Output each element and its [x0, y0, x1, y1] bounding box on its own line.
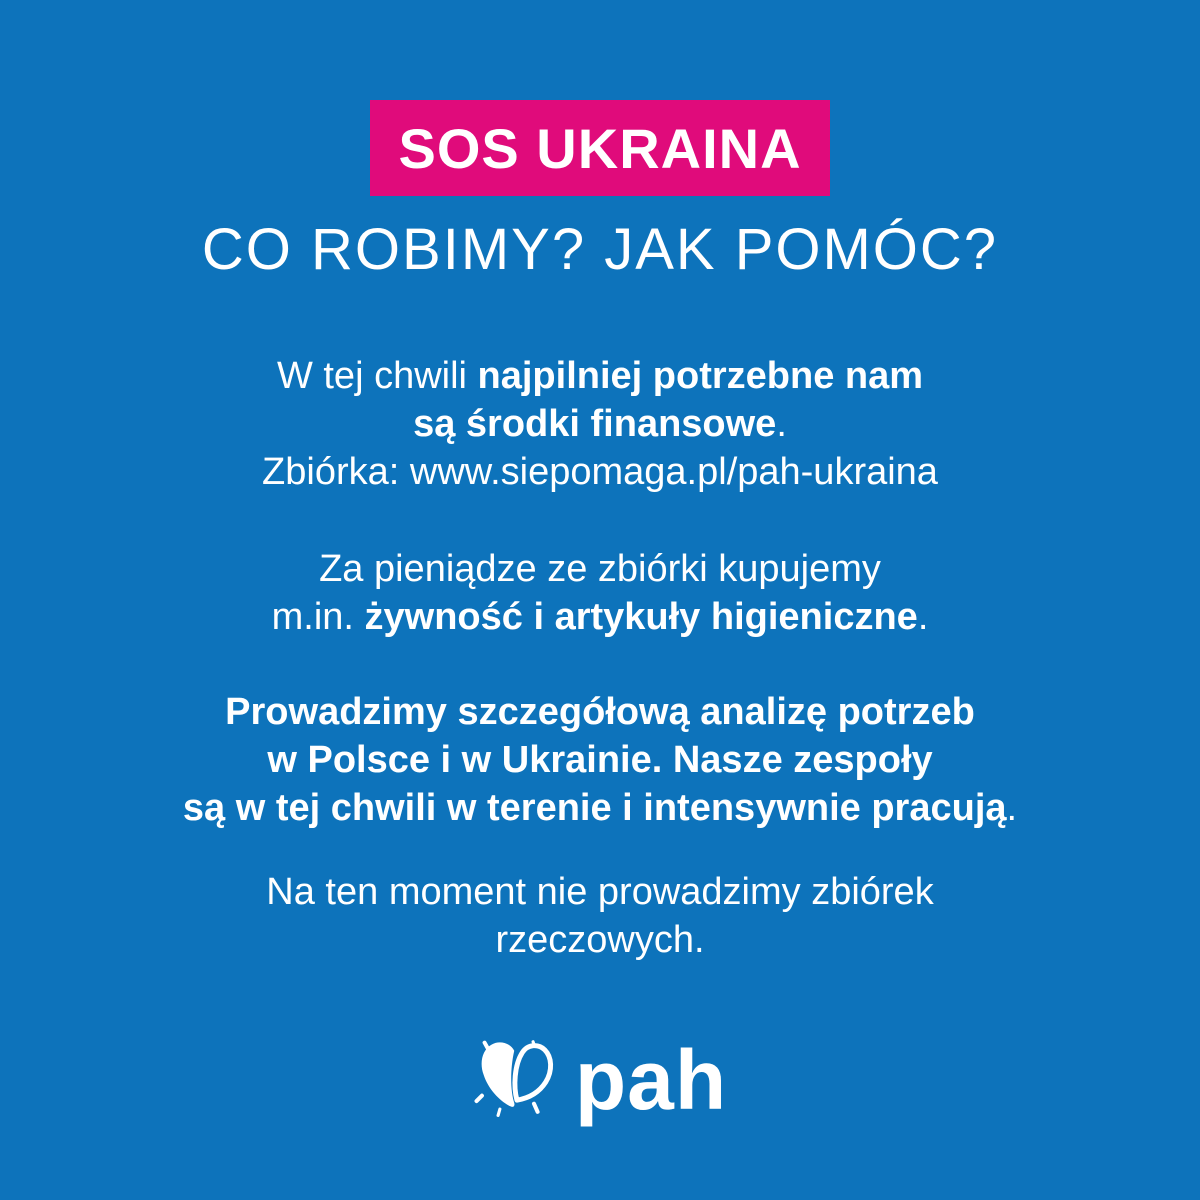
paragraph-line — [0, 868, 1200, 916]
page-title: CO ROBIMY? JAK POMÓC? — [201, 217, 999, 282]
paragraph-1 — [0, 352, 1200, 496]
paragraph-2 — [0, 545, 1200, 641]
paragraph-line — [0, 784, 1200, 832]
text-run: . — [917, 596, 929, 638]
text-run: rzeczowych. — [495, 919, 705, 961]
paragraph-line — [0, 736, 1200, 784]
paragraph-line — [0, 400, 1200, 448]
paragraph-4 — [0, 868, 1200, 964]
text-run: w Polsce i w Ukrainie. Nasze zespoły — [267, 739, 933, 781]
text-run: W tej chwili — [276, 355, 478, 397]
text-run: m.in. — [271, 596, 365, 638]
text-run: najpilniej potrzebne nam — [477, 355, 924, 397]
sos-ukraina-banner — [370, 100, 830, 196]
text-run: żywność i artykuły higieniczne — [364, 596, 918, 638]
text-run: są w tej chwili w terenie i intensywnie pracują — [182, 787, 1007, 829]
paragraph-3 — [0, 688, 1200, 832]
text-run: Za pieniądze ze zbiórki kupujemy — [319, 548, 881, 590]
paragraph-line — [0, 448, 1200, 496]
text-run: są środki finansowe — [413, 403, 777, 445]
banner-title: SOS UKRAINA — [398, 116, 802, 180]
text-run: Na ten moment nie prowadzimy zbiórek — [266, 871, 934, 913]
paragraph-line — [0, 688, 1200, 736]
paragraph-line — [0, 352, 1200, 400]
pah-heart-icon — [473, 1040, 563, 1119]
text-run: . — [1006, 787, 1018, 829]
pah-logo — [473, 1033, 728, 1127]
text-run: . — [776, 403, 787, 445]
pah-wordmark: pah — [574, 1033, 728, 1127]
paragraph-line — [0, 545, 1200, 593]
text-run: Zbiórka: www.siepomaga.pl/pah-ukraina — [262, 451, 938, 493]
text-run: Prowadzimy szczegółową analizę potrzeb — [225, 691, 975, 733]
paragraph-line — [0, 916, 1200, 964]
paragraph-line — [0, 593, 1200, 641]
